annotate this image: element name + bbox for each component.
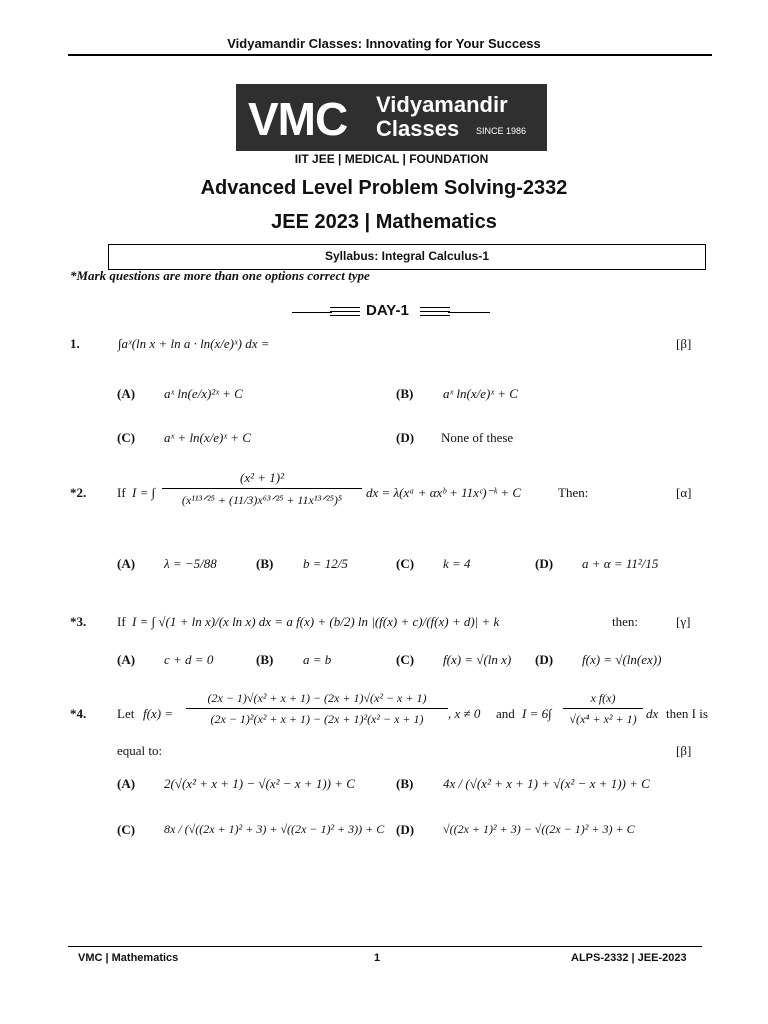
question-number: *3. [70,614,87,629]
day-label: DAY-1 [366,302,409,319]
question-stem: ∫aˣ(ln x + ln a · ln(x/e)ˣ) dx = [118,336,270,351]
function-condition: , x ≠ 0 [448,706,481,721]
integral-tail: dx [646,706,659,721]
page-subtitle: JEE 2023 | Mathematics [271,211,497,233]
option-label: (C) [117,822,136,837]
day-divider-left-2 [330,307,360,308]
option-label: (D) [535,556,554,571]
fraction-denominator: √(x⁴ + x² + 1) [569,712,637,726]
question-number: 1. [70,336,80,351]
option-label: (A) [117,776,136,791]
question-stem-rhs: dx = λ(xᵃ + αxᵇ + 11xᶜ)⁻ᵏ + C [366,485,522,500]
option-label: (C) [117,430,136,445]
option-label: (C) [396,652,415,667]
question-tail-2: equal to: [117,743,163,758]
question-stem: I = ∫ √(1 + ln x)/(x ln x) dx = a f(x) + (b/2) ln |(f(x) + c)/(f(x) + d)| + k [132,614,500,629]
option-text: None of these [441,430,514,445]
answer-key: [α] [676,485,692,500]
page-title: Advanced Level Problem Solving-2332 [200,177,568,199]
option-label: (B) [256,652,274,667]
page-header: Vidyamandir Classes: Innovating for Your Success [227,36,541,51]
conjunction: and [496,706,515,721]
page-number: 1 [374,952,381,964]
day-divider-right-3 [420,311,450,312]
option-text: f(x) = √(ln(ex)) [582,652,662,667]
integral-lhs: I = 6∫ [522,706,552,721]
day-divider-right-4 [420,315,450,316]
option-text: c + d = 0 [164,652,214,667]
question-lead: If [117,485,126,500]
fraction-denominator: (2x − 1)²(x² + x + 1) − (2x + 1)²(x² − x + 1) [210,712,424,726]
option-text: a + α = 11²/15 [582,556,659,571]
syllabus-box: Syllabus: Integral Calculus-1 [108,244,706,270]
answer-key: [γ] [676,614,691,629]
question-number: *2. [70,485,87,500]
header-rule [68,54,712,56]
option-text: aˣ + ln(x/e)ˣ + C [164,430,251,445]
option-text: aˣ ln(x/e)ˣ + C [443,386,518,401]
option-text: 8x / (√((2x + 1)² + 3) + √((2x − 1)² + 3)) + C [164,822,385,836]
day-divider-left [292,312,332,313]
footer-right: ALPS-2332 | JEE-2023 [571,952,687,964]
option-label: (A) [117,386,136,401]
option-text: √((2x + 1)² + 3) − √((2x − 1)² + 3) + C [443,822,635,836]
question-lead: Let [117,706,135,721]
question-fraction [162,470,362,508]
answer-key: [β] [676,336,692,351]
option-label: (A) [117,556,136,571]
option-label: (D) [535,652,554,667]
option-label: (A) [117,652,136,667]
question-stem-lhs: I = ∫ [132,485,156,500]
logo-since: SINCE 1986 [476,126,527,136]
option-text: b = 12/5 [303,556,348,571]
option-text: 2(√(x² + x + 1) − √(x² − x + 1)) + C [164,776,355,791]
multi-correct-note: *Mark questions are more than one options correct type [70,268,370,283]
footer-rule [68,946,702,947]
fraction-denominator: (x¹¹³ᐟ²⁵ + (11/3)x⁶³ᐟ²⁵ + 11x¹³ᐟ²⁵)⁵ [181,493,343,507]
integral-fraction [563,691,643,727]
day-divider-right [448,312,490,313]
vmc-logo [236,84,547,151]
question-tail: Then: [558,485,589,500]
fraction-numerator: x f(x) [563,691,643,709]
function-lhs: f(x) = [143,706,174,721]
logo-tagline: IIT JEE | MEDICAL | FOUNDATION [294,152,489,166]
question-lead: If [117,614,126,629]
option-label: (C) [396,556,415,571]
question-tail: then I is [666,706,708,721]
footer-left: VMC | Mathematics [78,952,179,964]
logo-mark: VMC [248,93,348,145]
day-divider-left-4 [330,315,360,316]
option-text: k = 4 [443,556,471,571]
fraction-numerator: (2x − 1)√(x² + x + 1) − (2x + 1)√(x² − x + 1) [186,691,448,709]
option-text: λ = −5/88 [164,556,217,571]
option-text: f(x) = √(ln x) [443,652,512,667]
answer-key: [β] [676,743,692,758]
logo-name: Vidyamandir Classes [376,92,508,141]
option-text: aˣ ln(e/x)²ˣ + C [164,386,243,401]
function-fraction [186,691,448,727]
question-tail: then: [612,614,638,629]
day-divider-left-3 [330,311,360,312]
option-label: (D) [396,822,415,837]
option-label: (D) [396,430,415,445]
option-label: (B) [396,386,414,401]
option-label: (B) [256,556,274,571]
day-divider-right-2 [420,307,450,308]
option-text: a = b [303,652,332,667]
option-text: 4x / (√(x² + x + 1) + √(x² − x + 1)) + C [443,776,650,791]
question-number: *4. [70,706,87,721]
option-label: (B) [396,776,414,791]
fraction-numerator: (x² + 1)² [162,470,362,489]
